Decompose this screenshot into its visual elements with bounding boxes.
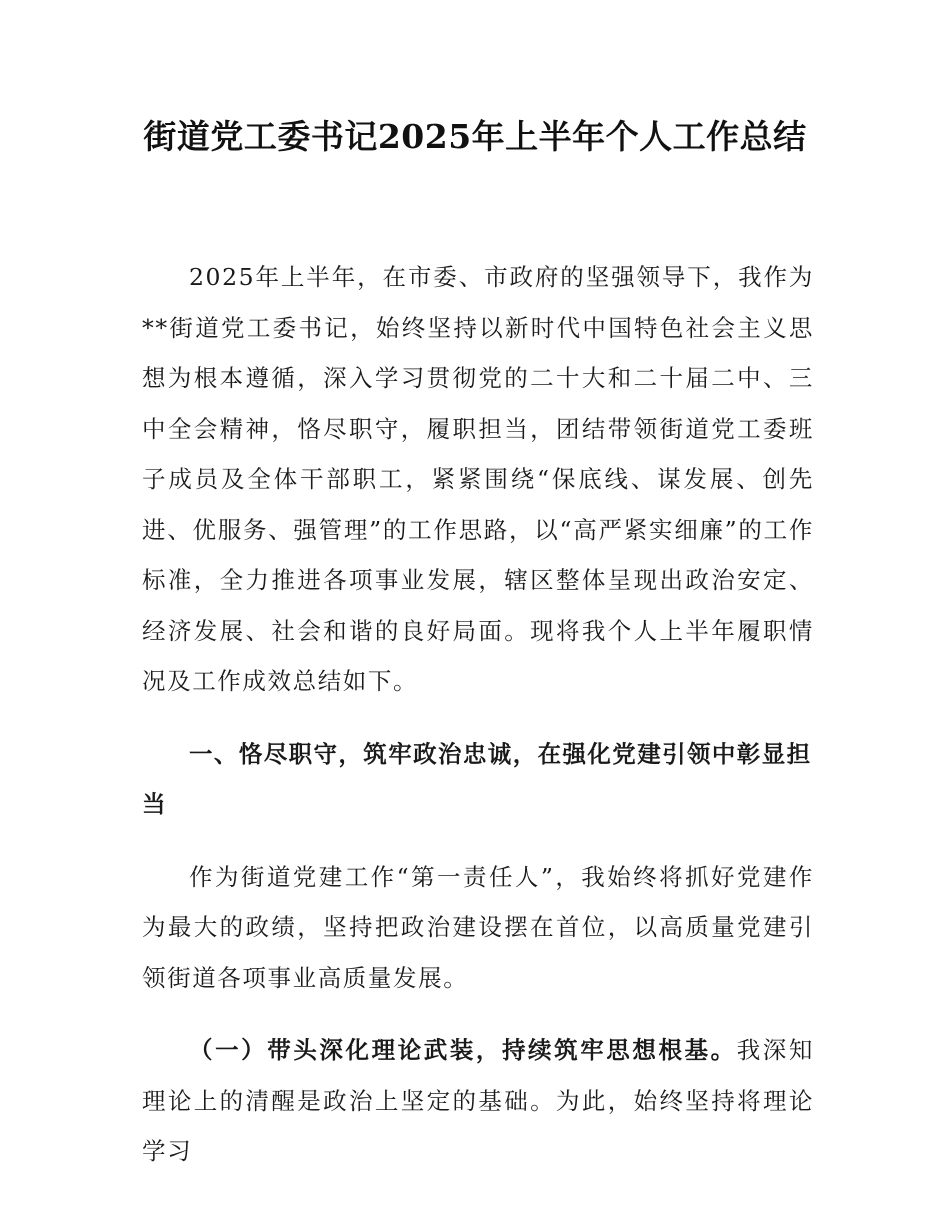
document-title: 街道党工委书记2025年上半年个人工作总结	[143, 117, 807, 156]
subsection-1-lead: （一）带头深化理论武装，持续筑牢思想根基。	[189, 1036, 737, 1064]
subsection-1-paragraph	[142, 1025, 814, 1177]
paragraph-gap	[142, 830, 814, 852]
section-heading-1: 一、恪尽职守，筑牢政治忠诚，在强化党建引领中彰显担当	[142, 739, 812, 818]
section-1-paragraph: 作为街道党建工作“第一责任人”，我始终将抓好党建作为最大的政绩，坚持把政治建设摆在首位，以高质量党建引领街道各项事业高质量发展。	[142, 862, 814, 992]
paragraph-gap	[142, 707, 814, 729]
paragraph-gap	[142, 1003, 814, 1025]
document-body	[142, 252, 814, 1177]
intro-paragraph: 2025年上半年，在市委、市政府的坚强领导下，我作为**街道党工委书记，始终坚持以新时代中国特色社会主义思想为根本遵循，深入学习贯彻党的二十大和二十届二中、三中全会精神，恪尽职守，履职担当，团结带领街道党工委班子成员及全体干部职工，紧紧围绕“保底线、谋发展、创先进、优服务、强管理”的工作思路，以“高严紧实细廉”的工作标准，全力推进各项事业发展，辖区整体呈现出政治安定、经济发展、社会和谐的良好局面。现将我个人上半年履职情况及工作成效总结如下。	[142, 263, 814, 695]
subsection-1-text: 我深知理论上的清醒是政治上坚定的基础。为此，始终坚持将理论学习	[142, 1036, 814, 1165]
